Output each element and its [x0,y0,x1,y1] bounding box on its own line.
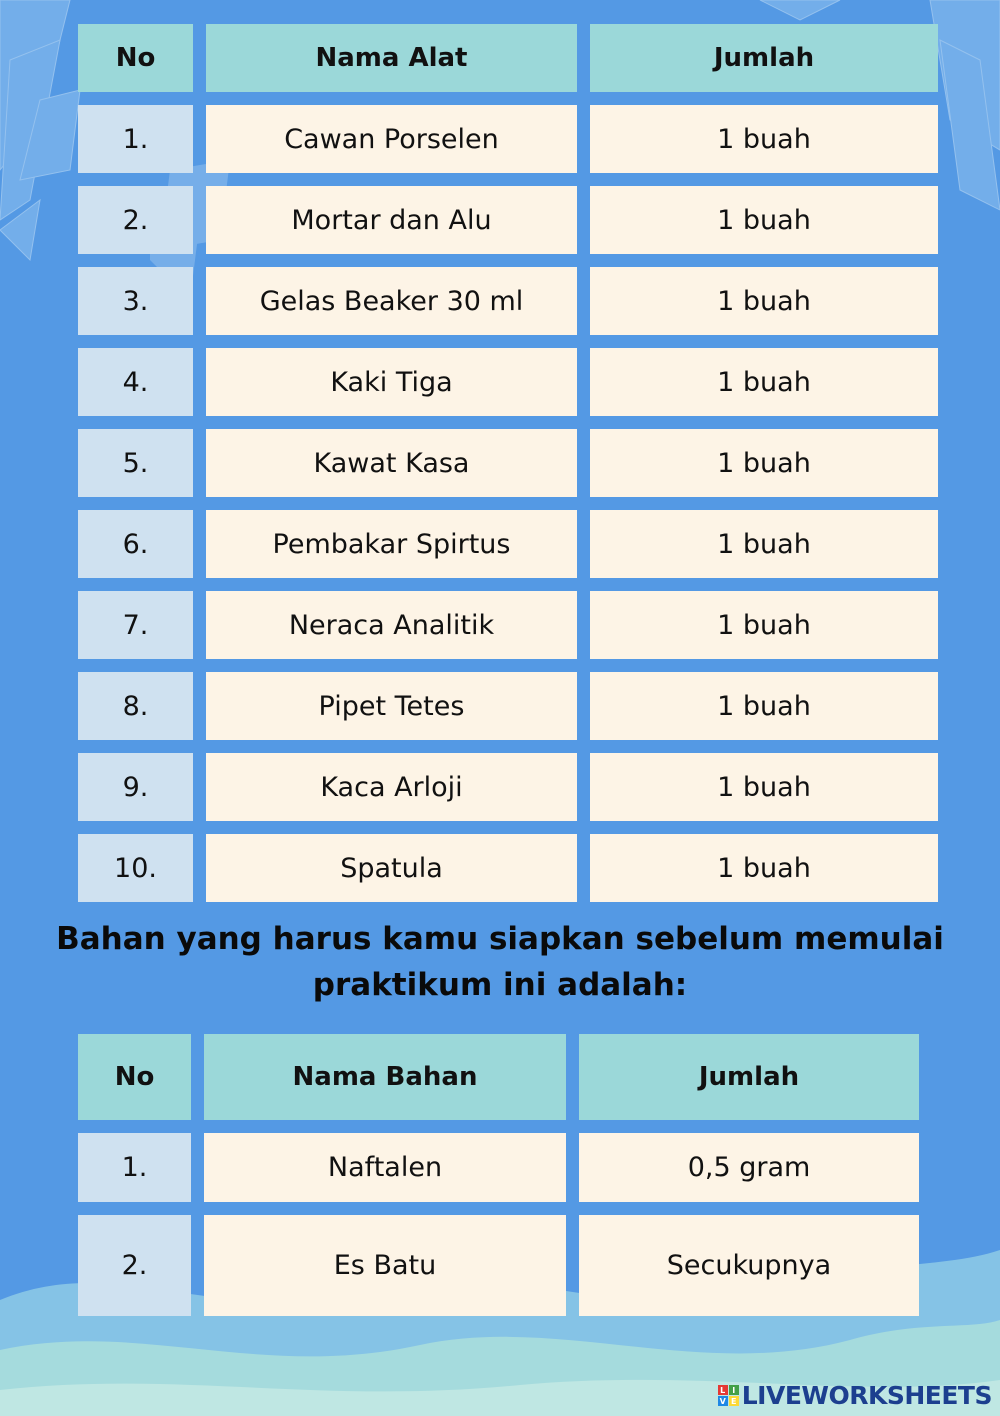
alat-header-qty: Jumlah [590,24,938,92]
alat-row-qty: 1 buah [590,753,938,821]
alat-row-no: 10. [78,834,193,902]
bahan-row-name: Es Batu [204,1215,566,1316]
bahan-row-name: Naftalen [204,1133,566,1202]
alat-row-no: 3. [78,267,193,335]
heading-line-2: praktikum ini adalah: [312,967,688,1003]
alat-row-qty: 1 buah [590,591,938,659]
bahan-row-qty: 0,5 gram [579,1133,919,1202]
alat-row-no: 8. [78,672,193,740]
alat-row-qty: 1 buah [590,267,938,335]
alat-row-name: Mortar dan Alu [206,186,577,254]
logo-letter: I [729,1385,739,1395]
alat-row-no: 9. [78,753,193,821]
alat-row-no: 1. [78,105,193,173]
bahan-row-no: 2. [78,1215,191,1316]
bahan-row-no: 1. [78,1133,191,1202]
liveworksheets-wordmark: LIVEWORKSHEETS [741,1381,992,1410]
bahan-header-name: Nama Bahan [204,1034,566,1120]
logo-letter: E [729,1396,739,1406]
alat-row-name: Kaca Arloji [206,753,577,821]
alat-row-qty: 1 buah [590,834,938,902]
alat-row-no: 7. [78,591,193,659]
liveworksheets-brand [718,1381,992,1410]
alat-row-name: Neraca Analitik [206,591,577,659]
alat-row-name: Cawan Porselen [206,105,577,173]
alat-row-qty: 1 buah [590,186,938,254]
heading-line-1: Bahan yang harus kamu siapkan sebelum memulai [56,921,944,957]
alat-row-qty: 1 buah [590,510,938,578]
alat-row-name: Kaki Tiga [206,348,577,416]
alat-header-no: No [78,24,193,92]
alat-row-name: Kawat Kasa [206,429,577,497]
liveworksheets-logo-icon [718,1385,739,1406]
alat-row-qty: 1 buah [590,105,938,173]
alat-row-no: 2. [78,186,193,254]
alat-row-qty: 1 buah [590,672,938,740]
bahan-section-heading [40,916,960,1008]
logo-letter: V [719,1396,726,1406]
alat-header-name: Nama Alat [206,24,577,92]
alat-row-name: Pembakar Spirtus [206,510,577,578]
alat-row-no: 5. [78,429,193,497]
alat-row-no: 4. [78,348,193,416]
alat-row-qty: 1 buah [590,429,938,497]
alat-row-name: Pipet Tetes [206,672,577,740]
logo-letter: L [718,1385,728,1395]
alat-row-no: 6. [78,510,193,578]
bahan-header-no: No [78,1034,191,1120]
bahan-row-qty: Secukupnya [579,1215,919,1316]
bahan-header-qty: Jumlah [579,1034,919,1120]
alat-row-qty: 1 buah [590,348,938,416]
alat-row-name: Gelas Beaker 30 ml [206,267,577,335]
alat-row-name: Spatula [206,834,577,902]
